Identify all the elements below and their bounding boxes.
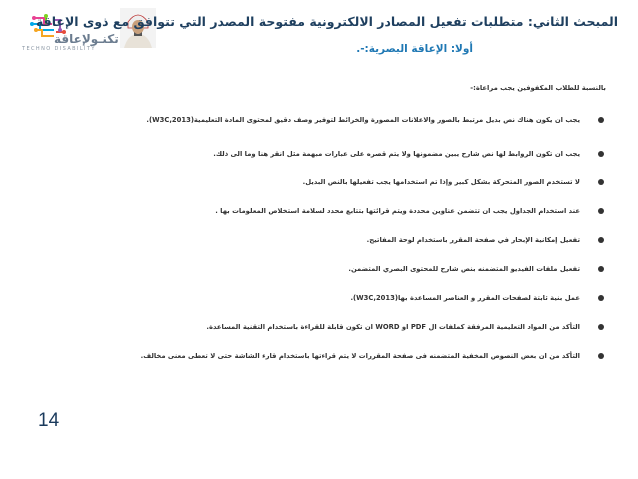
list-item — [367, 233, 604, 247]
bullet-icon — [598, 266, 604, 272]
list-item-text: لا تستخدم الصور المتحركة بشكل كبير وإذا تم استخدامها يجب تفعيلها بالنص البديل. — [302, 178, 580, 186]
list-item-text: تفعيل إمكانية الإبحار في صفحة المقرر باستخدام لوحة المفاتيح. — [366, 236, 580, 244]
slide-title: المبحث الثاني: متطلبات تفعيل المصادر الالكترونية مفتوحة المصدر التي تتوافق مع ذوى الإعاقة — [35, 14, 618, 29]
list-item-text: عند استخدام الجداول يجب ان تتضمن عناوين محددة ويتم قرائتها بتتابع محدد لسلامة استخلاص المعلومات بها . — [215, 207, 580, 215]
list-item — [146, 113, 604, 127]
list-item-text: تفعيل ملفات الفيديو المتضمنه بنص شارح للمحتوى البصري المتضمن. — [348, 265, 580, 273]
list-item — [348, 262, 604, 276]
bullet-icon — [598, 151, 604, 157]
section-heading: أولا: الإعاقة البصرية:-. — [356, 43, 473, 55]
intro-text: بالنسبة للطلاب المكفوفين يجب مراعاة:- — [470, 84, 606, 92]
list-item — [206, 320, 604, 334]
bullet-icon — [598, 353, 604, 359]
list-item — [213, 147, 604, 161]
bullet-icon — [598, 179, 604, 185]
logo-arabic-text: تكنـولإعاقة — [54, 32, 119, 46]
bullet-icon — [598, 295, 604, 301]
list-item — [141, 349, 604, 363]
list-item — [350, 291, 604, 305]
list-item-text: التأكد من المواد التعليمية المرفقة كملفات ال PDF او WORD ان تكون قابلة للقراءة باستخدام التقنية المساعدة. — [206, 323, 580, 331]
list-item-text: يجب ان تكون الروابط لها نص شارح يبين مضمونها ولا يتم قصره على عبارات مبهمة مثل انقر هنا وما الى ذلك. — [213, 150, 580, 158]
list-item-text: يجب ان يكون هناك نص بديل مرتبط بالصور والاعلانات المصورة والخرائط لتوفير وصف دقيق لمحتوى المادة التعليمية(W3C,2013). — [146, 116, 580, 124]
bullet-icon — [598, 237, 604, 243]
bullet-icon — [598, 117, 604, 123]
list-item-text: التأكد من ان بعض النصوص المخفية المتضمنه فى صفحة المقررات لا يتم قراءتها باستخدام قارء الشاشة حتى لا تعطى معنى مخالف. — [140, 352, 580, 360]
bullet-icon — [598, 324, 604, 330]
list-item — [303, 175, 604, 189]
page-number: 14 — [38, 410, 60, 431]
list-item — [215, 204, 604, 218]
list-item-text: عمل بنية ثابتة لصفحات المقرر و العناصر المساعدة بها(W3C,2013). — [350, 294, 580, 302]
bullet-icon — [598, 208, 604, 214]
logo-english-text: TECHNO DISABILITY — [22, 46, 96, 52]
